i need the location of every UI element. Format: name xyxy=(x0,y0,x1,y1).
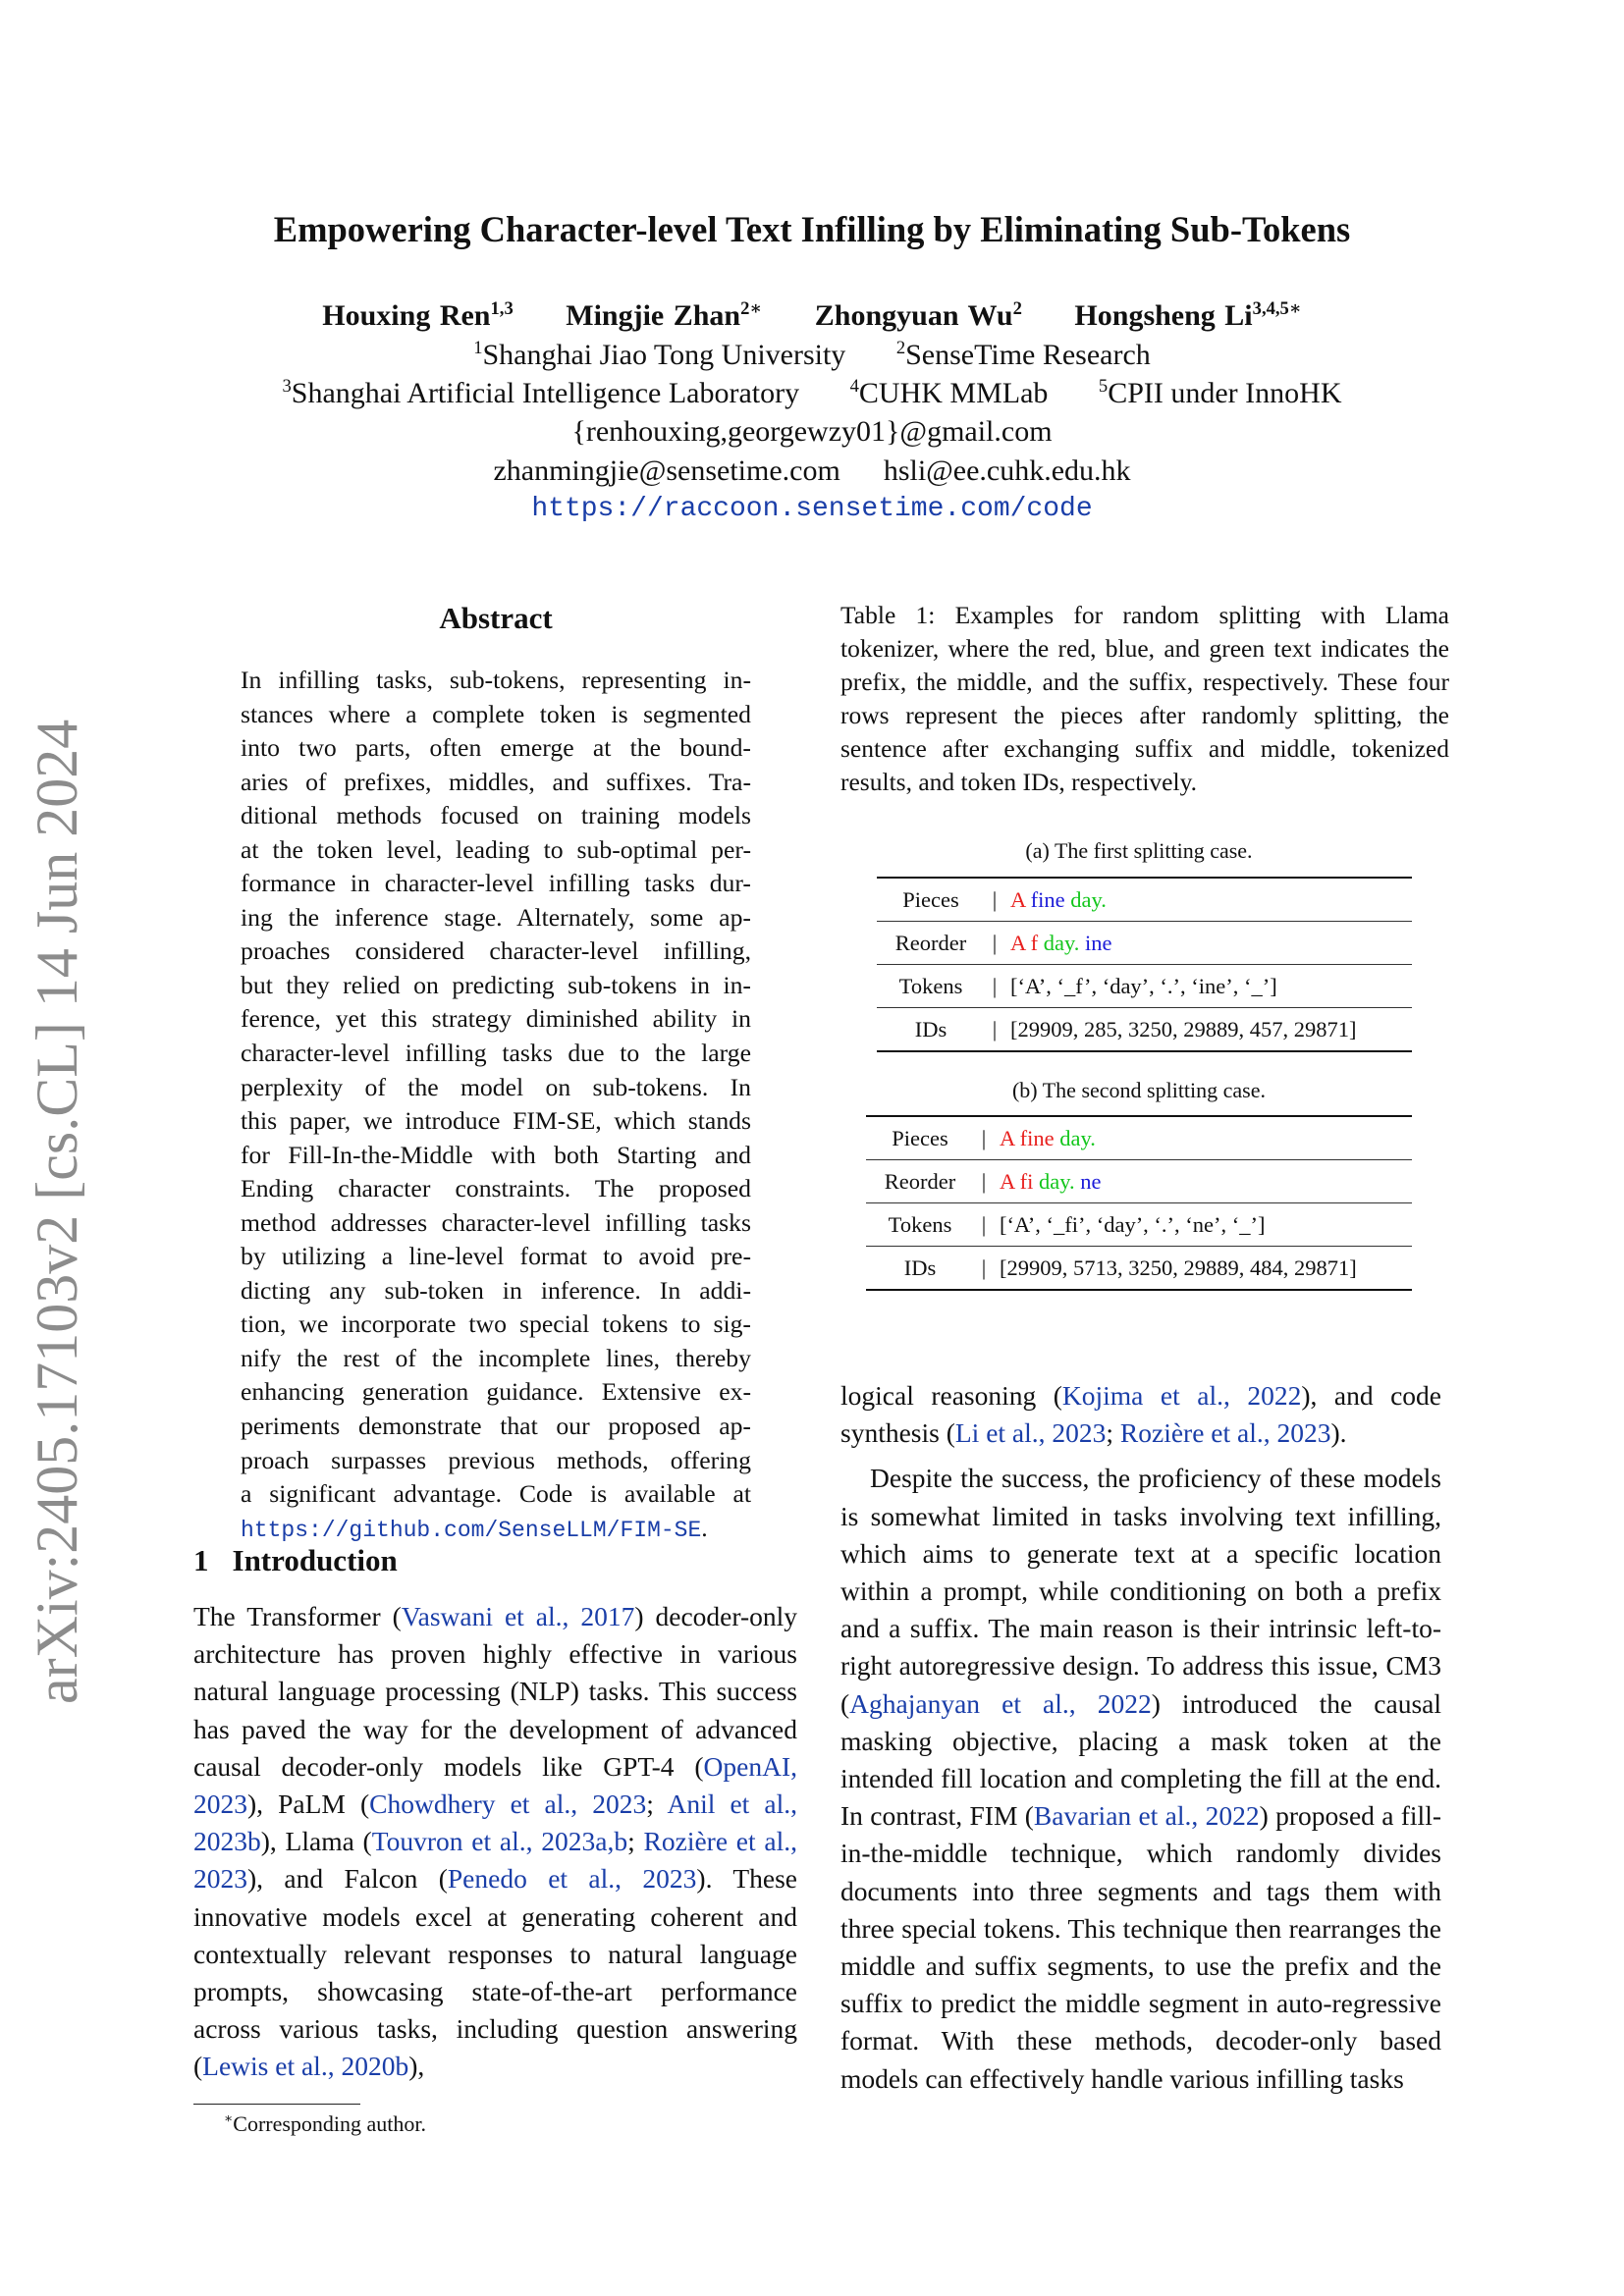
abstract-line: ference, yet this strategy diminished ability in xyxy=(241,1004,751,1034)
text-run: ; xyxy=(627,1826,644,1857)
citation-link[interactable]: Kojima et al., 2022 xyxy=(1061,1380,1302,1411)
citation-link[interactable]: Touvron et al., 2023a,b xyxy=(371,1826,628,1857)
row-value xyxy=(1004,965,1412,1008)
column-separator: | xyxy=(981,1211,987,1237)
column-separator: | xyxy=(992,973,998,998)
text-run: Despite the success, the proficiency of these models is somewhat limited in tasks involving text infilling, which aims to generate text at a specific location within a prompt, while conditioning on both a prefix and a suffix. The main reason is their intrinsic left-to-right autoregressive design. To address this issue, CM3 ( xyxy=(840,1463,1441,1719)
abstract-line: nify the rest of the incomplete lines, thereby xyxy=(241,1343,751,1372)
column-separator: | xyxy=(981,1125,987,1150)
paragraph xyxy=(840,1377,1441,1452)
row-value xyxy=(994,1116,1412,1160)
author: Houxing Ren$^{1,3}$ xyxy=(322,298,514,332)
abstract-line: aries of prefixes, middles, and suffixes. Tra- xyxy=(241,767,751,796)
abstract-line: proaches considered character-level infilling, xyxy=(241,936,751,966)
abstract-line: perplexity of the model on sub-tokens. In xyxy=(241,1072,751,1101)
arxiv-stamp: arXiv:2405.17103v2 [cs.CL] 14 Jun 2024 xyxy=(25,719,89,1704)
affiliations-line-2: $^3$Shanghai Artificial Intelligence Laboratory $^4$CUHK MMLab $^5$CPII under InnoHK xyxy=(282,376,1342,409)
abstract-line: periments demonstrate that our proposed ap- xyxy=(241,1412,751,1441)
text-run: ), and Falcon ( xyxy=(247,1863,448,1895)
table-row xyxy=(877,922,1412,965)
abstract-line: tion, we incorporate two special tokens to sig- xyxy=(241,1309,751,1339)
table-row xyxy=(866,1160,1412,1203)
suffix-text: day. xyxy=(1039,1168,1075,1194)
abstract-line: by utilizing a line-level format to avoid pre- xyxy=(241,1242,751,1271)
text-run: logical reasoning ( xyxy=(840,1380,1062,1411)
abstract-line: ditional methods focused on training models xyxy=(241,801,751,830)
affiliations-line-1: $^1$Shanghai Jiao Tong University $^2$SenseTime Research xyxy=(473,338,1151,371)
middle-text: ne xyxy=(1074,1168,1102,1194)
abstract-line: for Fill-In-the-Middle with both Starting and xyxy=(241,1140,751,1169)
text-run: ). These innovative models excel at generating coherent and contextually relevant responses to natural language prompts, showcasing state-of-the-art performance across various tasks, including question answering ( xyxy=(193,1863,797,2082)
value-text: [‘A’, ‘_f’, ‘day’, ‘.’, ‘ine’, ‘_’] xyxy=(1010,973,1277,998)
abstract-line: into two parts, often emerge at the bound- xyxy=(241,733,751,763)
abstract-line: enhancing generation guidance. Extensive ex- xyxy=(241,1377,751,1407)
middle-text: fine xyxy=(1030,886,1065,912)
text-run: ) introduced the causal masking objective, placing a mask token at the intended fill location and completing the fill at the end. In contrast, FIM ( xyxy=(840,1687,1441,1832)
abstract-line xyxy=(241,1512,751,1546)
text-run: ), xyxy=(408,2051,425,2082)
abstract-line: Ending character constraints. The proposed xyxy=(241,1174,751,1203)
text-run: ), and code synthesis ( xyxy=(840,1380,1441,1449)
emails-line-2: zhanmingjie@sensetime.com hsli@ee.cuhk.edu.hk xyxy=(493,454,1131,487)
code-url-link[interactable]: https://github.com/SenseLLM/FIM-SE xyxy=(241,1517,702,1543)
abstract-body xyxy=(241,664,751,1545)
table-row xyxy=(877,1008,1412,1052)
row-value xyxy=(994,1203,1412,1247)
abstract-line: dicting any sub-token in inference. In addi- xyxy=(241,1275,751,1305)
row-value xyxy=(1004,878,1412,922)
row-label: Pieces xyxy=(892,1125,948,1150)
abstract-line: at the token level, leading to sub-optimal per- xyxy=(241,834,751,864)
abstract-line: ing the inference stage. Alternately, some ap- xyxy=(241,902,751,932)
citation-link[interactable]: Chowdhery et al., 2023 xyxy=(369,1789,647,1820)
subtable-b xyxy=(866,1115,1412,1291)
subtable-a xyxy=(877,877,1412,1052)
row-label: IDs xyxy=(903,1255,937,1280)
paper-title: Empowering Character-level Text Infilling by Eliminating Sub-Tokens xyxy=(273,209,1351,249)
value-text: [29909, 285, 3250, 29889, 457, 29871] xyxy=(1010,1016,1357,1041)
footnote-rule xyxy=(193,2104,360,2105)
value-text: [29909, 5713, 3250, 29889, 484, 29871] xyxy=(1000,1255,1357,1280)
row-label: Tokens xyxy=(888,1211,952,1237)
citation-link[interactable]: Rozière et al., 2023 xyxy=(1119,1417,1331,1449)
text-run: ; xyxy=(646,1789,668,1820)
abstract-line: but they relied on predicting sub-tokens in in- xyxy=(241,970,751,999)
table-row xyxy=(866,1203,1412,1247)
abstract-line: proach surpasses previous methods, offering xyxy=(241,1445,751,1474)
abstract-line: In infilling tasks, sub-tokens, representing in- xyxy=(241,666,751,694)
prefix-text: A fine xyxy=(1000,1125,1060,1150)
table-caption: Table 1: Examples for random splitting with Llama tokenizer, where the red, blue, and green text indicates the prefix, the middle, and the suffix, respectively. These four rows represent the pieces after randomly splitting, the sentence after exchanging suffix and middle, tokenized results, and token IDs, respectively. xyxy=(840,601,1449,796)
abstract-line: character-level infilling tasks due to the large xyxy=(241,1039,751,1068)
author: Zhongyuan Wu$^2$ xyxy=(814,298,1022,332)
citation-link[interactable]: Anil et al., 2023b xyxy=(193,1789,797,1857)
introduction-paragraph xyxy=(193,1598,797,2086)
row-value xyxy=(994,1160,1412,1203)
author: Hongsheng $Li^{3,4,5∗}$ xyxy=(1074,298,1302,332)
prefix-text: A fi xyxy=(1000,1168,1040,1194)
author: Mingjie Zhan$^{2∗}$ xyxy=(566,298,763,332)
row-label: Pieces xyxy=(902,886,959,912)
text-run: ) decoder-only architecture has proven highly effective in various natural language processing (NLP) tasks. This success has paved the way for the development of advanced causal decoder-only models like GPT-4 ( xyxy=(193,1601,798,1782)
abstract-line: stances where a complete token is segmented xyxy=(241,699,751,728)
middle-text: ine xyxy=(1079,930,1112,955)
suffix-text: day. xyxy=(1064,886,1107,912)
row-label: Reorder xyxy=(894,930,967,955)
row-label: Reorder xyxy=(884,1168,956,1194)
citation-link[interactable]: Vaswani et al., 2017 xyxy=(401,1601,635,1631)
citation-link[interactable]: OpenAI, 2023 xyxy=(193,1750,797,1820)
project-url-link[interactable]: https://raccoon.sensetime.com/code xyxy=(531,494,1093,524)
abstract-line: a significant advantage. Code is available at xyxy=(241,1479,751,1509)
emails-line-1: {renhouxing,georgewzy01}@gmail.com xyxy=(571,415,1053,448)
text-run: ). xyxy=(1330,1417,1347,1449)
table-row xyxy=(866,1247,1412,1291)
table-row xyxy=(877,878,1412,922)
text-run: ), PaLM ( xyxy=(247,1789,370,1820)
paragraph xyxy=(840,1460,1441,2097)
prefix-text: A f xyxy=(1010,930,1044,955)
author-list xyxy=(0,299,1624,333)
citation-link[interactable]: Aghajanyan et al., 2022 xyxy=(849,1687,1152,1719)
value-text: [‘A’, ‘_fi’, ‘day’, ‘.’, ‘ne’, ‘_’] xyxy=(1000,1211,1266,1237)
section-heading-introduction: 1 Introduction xyxy=(193,1543,398,1577)
abstract-line: method addresses character-level infilling tasks xyxy=(241,1207,751,1237)
right-column-text xyxy=(840,1377,1441,2098)
column-separator: | xyxy=(992,1016,998,1041)
citation-link[interactable]: Penedo et al., 2023 xyxy=(447,1863,697,1895)
column-separator: | xyxy=(981,1168,987,1194)
text-run: ; xyxy=(1106,1417,1120,1449)
table-row xyxy=(877,965,1412,1008)
citation-link[interactable]: Lewis et al., 2020b xyxy=(202,2051,409,2082)
row-label: IDs xyxy=(914,1016,947,1041)
abstract-heading: Abstract xyxy=(439,601,553,635)
row-value xyxy=(994,1247,1412,1291)
column-separator: | xyxy=(992,886,998,912)
abstract-end: . xyxy=(701,1513,708,1542)
citation-link[interactable]: Li et al., 2023 xyxy=(954,1417,1107,1449)
text-run: ), Llama ( xyxy=(260,1826,372,1857)
row-value xyxy=(1004,922,1412,965)
suffix-text: day. xyxy=(1059,1125,1096,1150)
table-row xyxy=(866,1116,1412,1160)
subtable-b-caption: (b) The second splitting case. xyxy=(1011,1078,1267,1102)
column-separator: | xyxy=(981,1255,987,1280)
suffix-text: day. xyxy=(1043,930,1080,955)
prefix-text: A xyxy=(1010,886,1031,912)
column-separator: | xyxy=(992,930,998,955)
citation-link[interactable]: Bavarian et al., 2022 xyxy=(1033,1800,1260,1832)
text-run: ) proposed a fill-in-the-middle technique, which randomly divides documents into three segments and tags them with three special tokens. This technique then rearranges the middle and suffix segments, to use the prefix and the suffix to predict the middle segment in auto-regressive format. With these methods, decoder-only based models can effectively handle various infilling tasks xyxy=(840,1800,1441,2094)
citation-link[interactable]: Rozière et al., 2023 xyxy=(193,1826,798,1895)
text-run: The Transformer ( xyxy=(193,1601,402,1631)
abstract-line: formance in character-level infilling tasks dur- xyxy=(241,869,751,898)
footnote: ∗Corresponding author. xyxy=(224,2110,427,2136)
subtable-a-caption: (a) The first splitting case. xyxy=(1025,838,1253,863)
row-value xyxy=(1004,1008,1412,1052)
row-label: Tokens xyxy=(898,973,963,998)
abstract-line: this paper, we introduce FIM-SE, which stands xyxy=(241,1106,751,1136)
